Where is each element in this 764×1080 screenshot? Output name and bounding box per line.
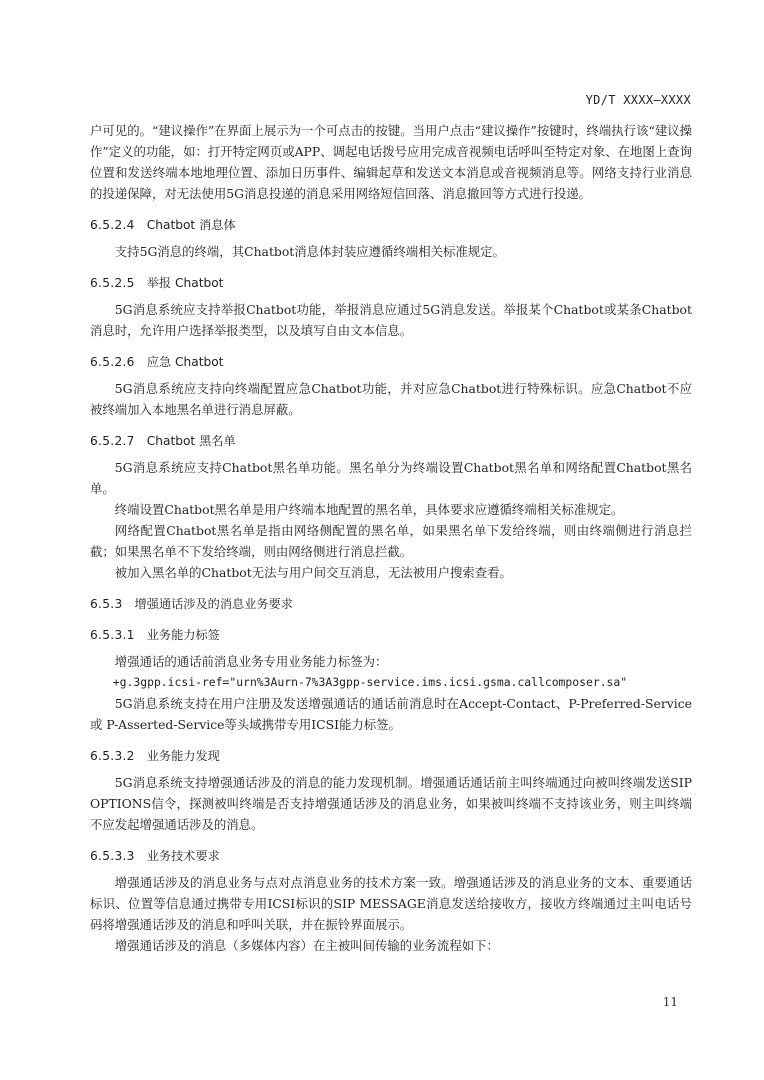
section-title: 增强通话涉及的消息业务要求: [134, 597, 293, 611]
lead-paragraph: 户可见的。“建议操作”在界面上展示为一个可点击的按键。当用户点击“建议操作”按键时，终端执行该“建议操作”定义的功能，如：打开特定网页或APP、调起电话拨号应用完成音视频电话呼叫至特定对象、在地图上查询位置和发送终端本地地理位置、添加日历事件、编辑起草和发送文本消息或音视频消息等。网络支持行业消息的投递保障，对无法使用5G消息投递的消息采用网络短信回落、消息撤回等方式进行投递。: [90, 123, 692, 201]
section-title: 业务能力发现: [146, 749, 220, 763]
section-heading-6-5-3-3: [90, 846, 692, 866]
section-heading-6-5-3-1: [90, 625, 692, 645]
document-body: [90, 120, 692, 956]
section-heading-6-5-2-5: [90, 273, 692, 293]
paragraph: 5G消息系统应支持举报Chatbot功能，举报消息应通过5G消息发送。举报某个Chatbot或某条Chatbot消息时，允许用户选择举报类型，以及填写自由文本信息。: [90, 302, 692, 338]
section-title: 举报 Chatbot: [146, 276, 224, 290]
section-heading-6-5-3-2: [90, 746, 692, 766]
section-heading-6-5-2-7: [90, 431, 692, 451]
paragraph: 5G消息系统应支持Chatbot黑名单功能。黑名单分为终端设置Chatbot黑名单和网络配置Chatbot黑名单。: [90, 460, 692, 496]
section-heading-6-5-2-6: [90, 352, 692, 372]
paragraph: 被加入黑名单的Chatbot无法与用户间交互消息，无法被用户搜索查看。: [114, 565, 512, 580]
paragraph: 5G消息系统应支持向终端配置应急Chatbot功能，并对应急Chatbot进行特殊标识。应急Chatbot不应被终端加入本地黑名单进行消息屏蔽。: [90, 381, 692, 417]
paragraph: 增强通话涉及的消息（多媒体内容）在主被叫间传输的业务流程如下：: [114, 938, 499, 953]
section-number: 6.5.3.1: [90, 628, 135, 642]
section-title: 业务能力标签: [146, 628, 220, 642]
section-number: 6.5.3.2: [90, 749, 135, 763]
paragraph: 增强通话涉及的消息业务与点对点消息业务的技术方案一致。增强通话涉及的消息业务的文本、重要通话标识、位置等信息通过携带专用ICSI标识的SIP MESSAGE消息发送给接收方，接收方终端通过主叫电话号码将增强通话涉及的消息和呼叫关联，并在振铃界面展示。: [90, 875, 692, 932]
section-number: 6.5.2.7: [90, 434, 135, 448]
section-heading-6-5-3: [90, 594, 692, 614]
section-number: 6.5.3.3: [90, 849, 135, 863]
paragraph: 5G消息系统支持在用户注册及发送增强通话的通话前消息时在Accept-Contact、P-Preferred-Service或 P-Asserted-Service等头域携带专用ICSI能力标签。: [90, 696, 692, 732]
section-number: 6.5.3: [90, 597, 123, 611]
paragraph: 5G消息系统支持增强通话涉及的消息的能力发现机制。增强通话通话前主叫终端通过向被叫终端发送SIP OPTIONS信令，探测被叫终端是否支持增强通话涉及的消息业务，如果被叫终端不支持该业务，则主叫终端不应发起增强通话涉及的消息。: [90, 775, 692, 832]
section-number: 6.5.2.6: [90, 355, 135, 369]
page-number: 11: [662, 995, 678, 1009]
capability-tag-code: +g.3gpp.icsi-ref="urn%3Aurn-7%3A3gpp-service.ims.icsi.gsma.callcomposer.sa": [112, 675, 628, 689]
section-heading-6-5-2-4: [90, 215, 692, 235]
paragraph: 网络配置Chatbot黑名单是指由网络侧配置的黑名单，如果黑名单下发给终端，则由终端侧进行消息拦截；如果黑名单不下发给终端，则由网络侧进行消息拦截。: [90, 523, 692, 559]
section-title: Chatbot 黑名单: [146, 434, 236, 448]
section-title: Chatbot 消息体: [146, 218, 236, 232]
paragraph: 增强通话的通话前消息业务专用业务能力标签为：: [114, 654, 388, 669]
section-number: 6.5.2.4: [90, 218, 135, 232]
section-number: 6.5.2.5: [90, 276, 135, 290]
paragraph: 支持5G消息的终端，其Chatbot消息体封装应遵循终端相关标准规定。: [114, 244, 505, 259]
section-title: 应急 Chatbot: [146, 355, 224, 369]
section-title: 业务技术要求: [146, 849, 220, 863]
paragraph: 终端设置Chatbot黑名单是用户终端本地配置的黑名单，具体要求应遵循终端相关标准规定。: [114, 502, 624, 517]
document-number: YD/T XXXX—XXXX: [585, 93, 691, 107]
